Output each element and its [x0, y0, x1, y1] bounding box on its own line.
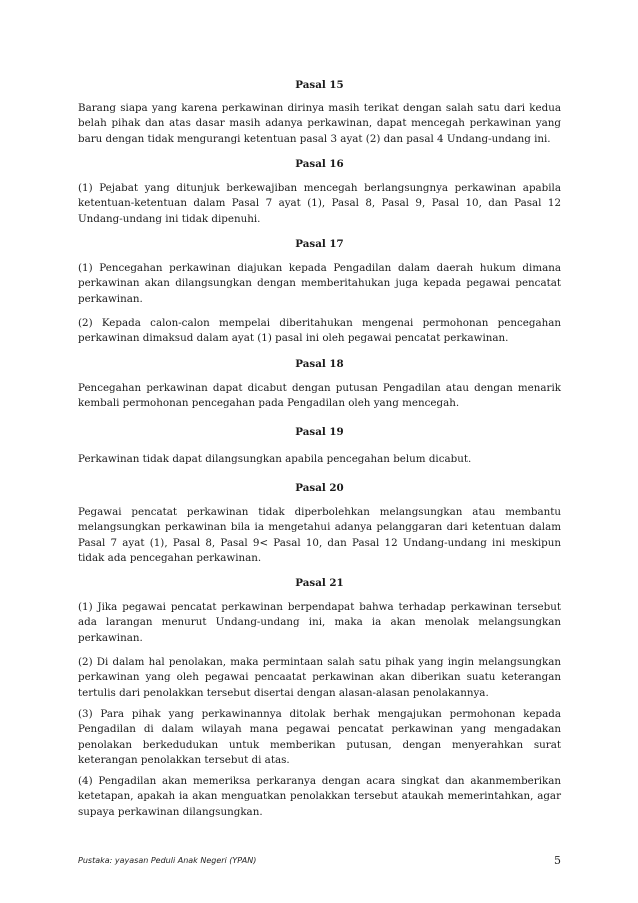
pasal-18-paragraph: Pencegahan perkawinan dapat dicabut dengan putusan Pengadilan atau dengan menarik kembali permohonan pencegahan pada Pengadilan oleh yang mencegah.: [78, 382, 561, 410]
pasal-21-paragraph-4: (4) Pengadilan akan memeriksa perkaranya dengan acara singkat dan akanmemberikan ketetapan, apakah ia akan menguatkan penolakkan tersebut ataukah memerintahkan, agar supaya perkawinan dilangsungkan.: [78, 775, 561, 818]
footer-source: Pustaka: yayasan Peduli Anak Negeri (YPAN): [78, 856, 257, 865]
pasal-21-paragraph-1: (1) Jika pegawai pencatat perkawinan berpendapat bahwa terhadap perkawinan tersebut ada larangan menurut Undang-undang ini, maka ia akan menolak melangsungkan perkawinan.: [78, 601, 561, 644]
pasal-17-heading: Pasal 17: [295, 238, 344, 250]
pasal-19-heading: Pasal 19: [295, 426, 344, 438]
pasal-21-paragraph-2: (2) Di dalam hal penolakan, maka permintaan salah satu pihak yang ingin melangsungkan perkawinan yang oleh pegawai pencaatat perkawinan akan diberikan suatu keterangan tertulis dari penolakkan tersebut disertai dengan alasan-alasan penolakannya.: [78, 656, 561, 699]
pasal-18-heading: Pasal 18: [295, 358, 344, 370]
page-number: 5: [554, 854, 561, 867]
pasal-20-paragraph: Pegawai pencatat perkawinan tidak diperbolehkan melangsungkan atau membantu melangsungkan perkawinan bila ia mengetahui adanya pelanggaran dari ketentuan dalam Pasal 7 ayat (1), Pasal 8, Pasal 9< Pasal 10, dan Pasal 12 Undang-undang ini meskipun tidak ada pencegahan perkawinan.: [78, 506, 561, 564]
pasal-15-paragraph: Barang siapa yang karena perkawinan dirinya masih terikat dengan salah satu dari kedua belah pihak dan atas dasar masih adanya perkawinan, dapat mencegah perkawinan yang baru dengan tidak mengurangi ketentuan pasal 3 ayat (2) dan pasal 4 Undang-undang ini.: [78, 102, 561, 145]
pasal-16-paragraph-1: (1) Pejabat yang ditunjuk berkewajiban mencegah berlangsungnya perkawinan apabila ketentuan-ketentuan dalam Pasal 7 ayat (1), Pasal 8, Pasal 9, Pasal 10, dan Pasal 12 Undang-undang ini tidak dipenuhi.: [78, 182, 561, 225]
pasal-19-paragraph: Perkawinan tidak dapat dilangsungkan apabila pencegahan belum dicabut.: [78, 453, 472, 465]
pasal-17-paragraph-2: (2) Kepada calon-calon mempelai diberitahukan mengenai permohonan pencegahan perkawinan dimaksud dalam ayat (1) pasal ini oleh pegawai pencatat perkawinan.: [78, 317, 561, 345]
pasal-21-paragraph-3: (3) Para pihak yang perkawinannya ditolak berhak mengajukan permohonan kepada Pengadilan di dalam wilayah mana pegawai pencatat perkawinan yang mengadakan penolakan berkedudukan untuk memberikan putusan, dengan menyerahkan surat keterangan penolakkan tersebut di atas.: [78, 708, 561, 766]
pasal-20-heading: Pasal 20: [295, 482, 344, 494]
pasal-21-heading: Pasal 21: [295, 577, 344, 589]
pasal-15-heading: Pasal 15: [295, 79, 344, 91]
pasal-16-heading: Pasal 16: [295, 158, 344, 170]
page-footer: [78, 855, 561, 869]
document-page: [78, 0, 561, 903]
pasal-17-paragraph-1: (1) Pencegahan perkawinan diajukan kepada Pengadilan dalam daerah hukum dimana perkawinan akan dilangsungkan dengan memberitahukan juga kepada pegawai pencatat perkawinan.: [78, 262, 561, 305]
